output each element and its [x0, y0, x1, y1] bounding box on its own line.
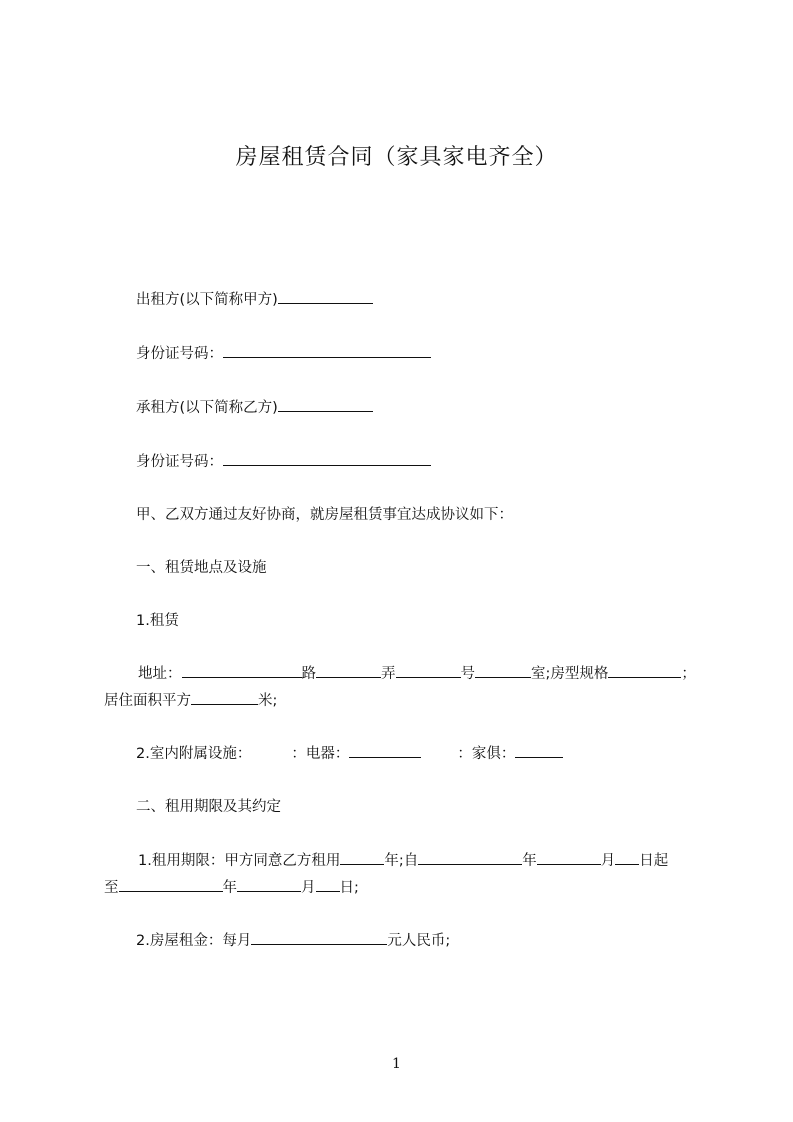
section1-heading: 一、租赁地点及设施	[136, 560, 267, 576]
rent-label: 2.房屋租金：每月	[136, 933, 252, 949]
lessor-id-blank	[223, 342, 431, 358]
term-blank-years	[340, 849, 384, 865]
facilities-line	[136, 742, 563, 766]
area-label: 居住面积平方	[104, 693, 191, 709]
term-line-2	[104, 876, 359, 900]
address-blank-number	[396, 662, 461, 678]
lessor-label: 出租方(以下简称甲方)	[136, 292, 278, 308]
address-road: 路	[301, 666, 316, 682]
address-blank-room	[475, 662, 531, 678]
facilities-label: 2.室内附属设施：	[136, 746, 252, 762]
area-blank	[191, 689, 258, 705]
lessee-blank	[278, 396, 373, 412]
term-blank-end-month	[237, 876, 301, 892]
address-label: 地址：	[138, 666, 182, 682]
lessee-id-blank	[223, 450, 431, 466]
term-year-from: 年;自	[384, 853, 419, 869]
lessor-line	[136, 288, 373, 312]
furniture-blank	[515, 742, 563, 758]
page-title: 房屋租赁合同（家具家电齐全）	[235, 145, 558, 170]
address-line	[138, 662, 696, 686]
term-month2: 月	[301, 880, 316, 896]
term-year1: 年	[522, 853, 537, 869]
term-blank-end-day	[316, 876, 340, 892]
address-blank-type	[608, 662, 681, 678]
term-year2: 年	[222, 880, 237, 896]
term-day2: 日;	[339, 880, 359, 896]
address-room: 室;房型规格	[531, 666, 609, 682]
lessor-blank	[278, 288, 373, 304]
preamble: 甲、乙双方通过友好协商，就房屋租赁事宜达成协议如下：	[136, 507, 513, 523]
lessor-id-label: 身份证号码：	[136, 346, 223, 362]
lessee-line	[136, 396, 373, 420]
lessee-id-line	[136, 450, 431, 474]
address-blank-road	[182, 662, 302, 678]
lessee-id-label: 身份证号码：	[136, 454, 223, 470]
rent-line	[136, 929, 450, 953]
term-label: 1.租用期限：甲方同意乙方租用	[138, 853, 341, 869]
term-blank-start-year	[418, 849, 522, 865]
rent-unit: 元人民币;	[387, 933, 451, 949]
area-unit: 米;	[258, 693, 278, 709]
lessee-label: 承租方(以下简称乙方)	[136, 400, 278, 416]
rent-blank	[251, 929, 387, 945]
furniture-label: ：家俱：	[457, 746, 516, 762]
page-number: 1	[392, 1056, 401, 1072]
appliances-label: ：电器：	[291, 746, 350, 762]
item1-heading: 1.租赁	[136, 613, 179, 629]
address-lane: 弄	[381, 666, 396, 682]
term-blank-start-day	[615, 849, 639, 865]
address-number: 号	[460, 666, 475, 682]
term-line	[138, 849, 668, 873]
area-line	[104, 689, 277, 713]
term-month1: 月	[600, 853, 616, 869]
address-end: ；	[681, 666, 696, 682]
term-to: 至	[104, 880, 119, 896]
appliances-blank	[349, 742, 421, 758]
lessor-id-line	[136, 342, 431, 366]
term-blank-start-month	[537, 849, 601, 865]
section2-heading: 二、租用期限及其约定	[136, 799, 281, 815]
term-day-start: 日起	[639, 853, 669, 869]
term-blank-end-year	[119, 876, 223, 892]
address-blank-lane	[316, 662, 381, 678]
